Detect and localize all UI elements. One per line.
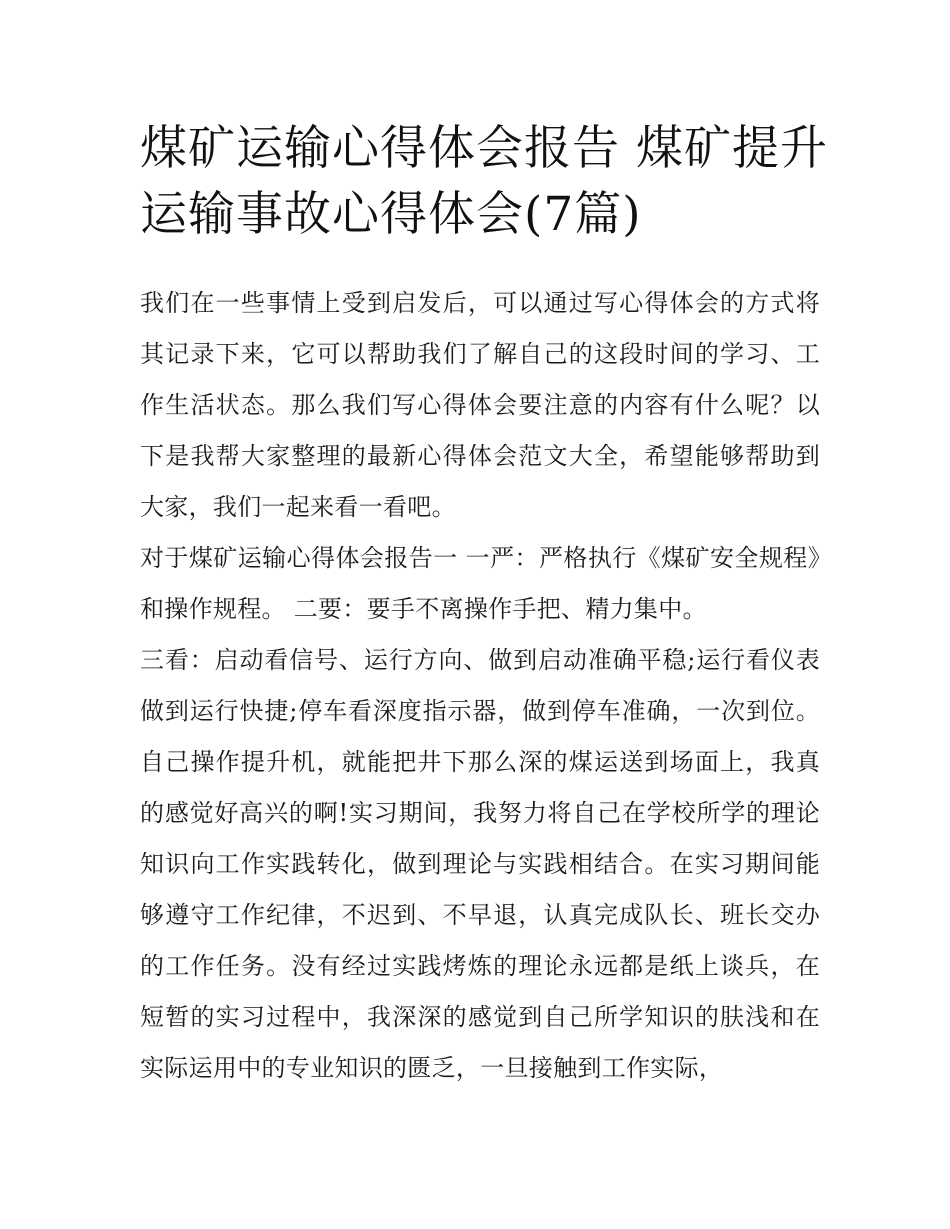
document-title: 煤矿运输心得体会报告 煤矿提升运输事故心得体会(7篇) — [140, 121, 828, 242]
paragraph-report-one: 对于煤矿运输心得体会报告一 一严：严格执行《煤矿安全规程》和操作规程。 二要：要手不离操作手把、精力集中。 — [140, 544, 820, 623]
paragraph-three-checks: 三看：启动看信号、运行方向、做到启动准确平稳;运行看仪表做到运行快捷;停车看深度指示器，做到停车准确，一次到位。自己操作提升机，就能把井下那么深的煤运送到场面上，我真的感觉好高兴的啊!实习期间，我努力将自己在学校所学的理论知识向工作实践转化，做到理论与实践相结合。在实习期间能够遵守工作纪律，不迟到、不早退，认真完成队长、班长交办的工作任务。没有经过实践烤炼的理论永远都是纸上谈兵，在短暂的实习过程中，我深深的感觉到自己所学知识的肤浅和在实际运用中的专业知识的匮乏，一旦接触到工作实际， — [140, 646, 820, 1082]
document-body — [140, 278, 820, 1094]
paragraph-intro: 我们在一些事情上受到启发后，可以通过写心得体会的方式将其记录下来，它可以帮助我们了解自己的这段时间的学习、工作生活状态。那么我们写心得体会要注意的内容有什么呢？以下是我帮大家整理的最新心得体会范文大全，希望能够帮助到大家，我们一起来看一看吧。 — [140, 289, 820, 521]
